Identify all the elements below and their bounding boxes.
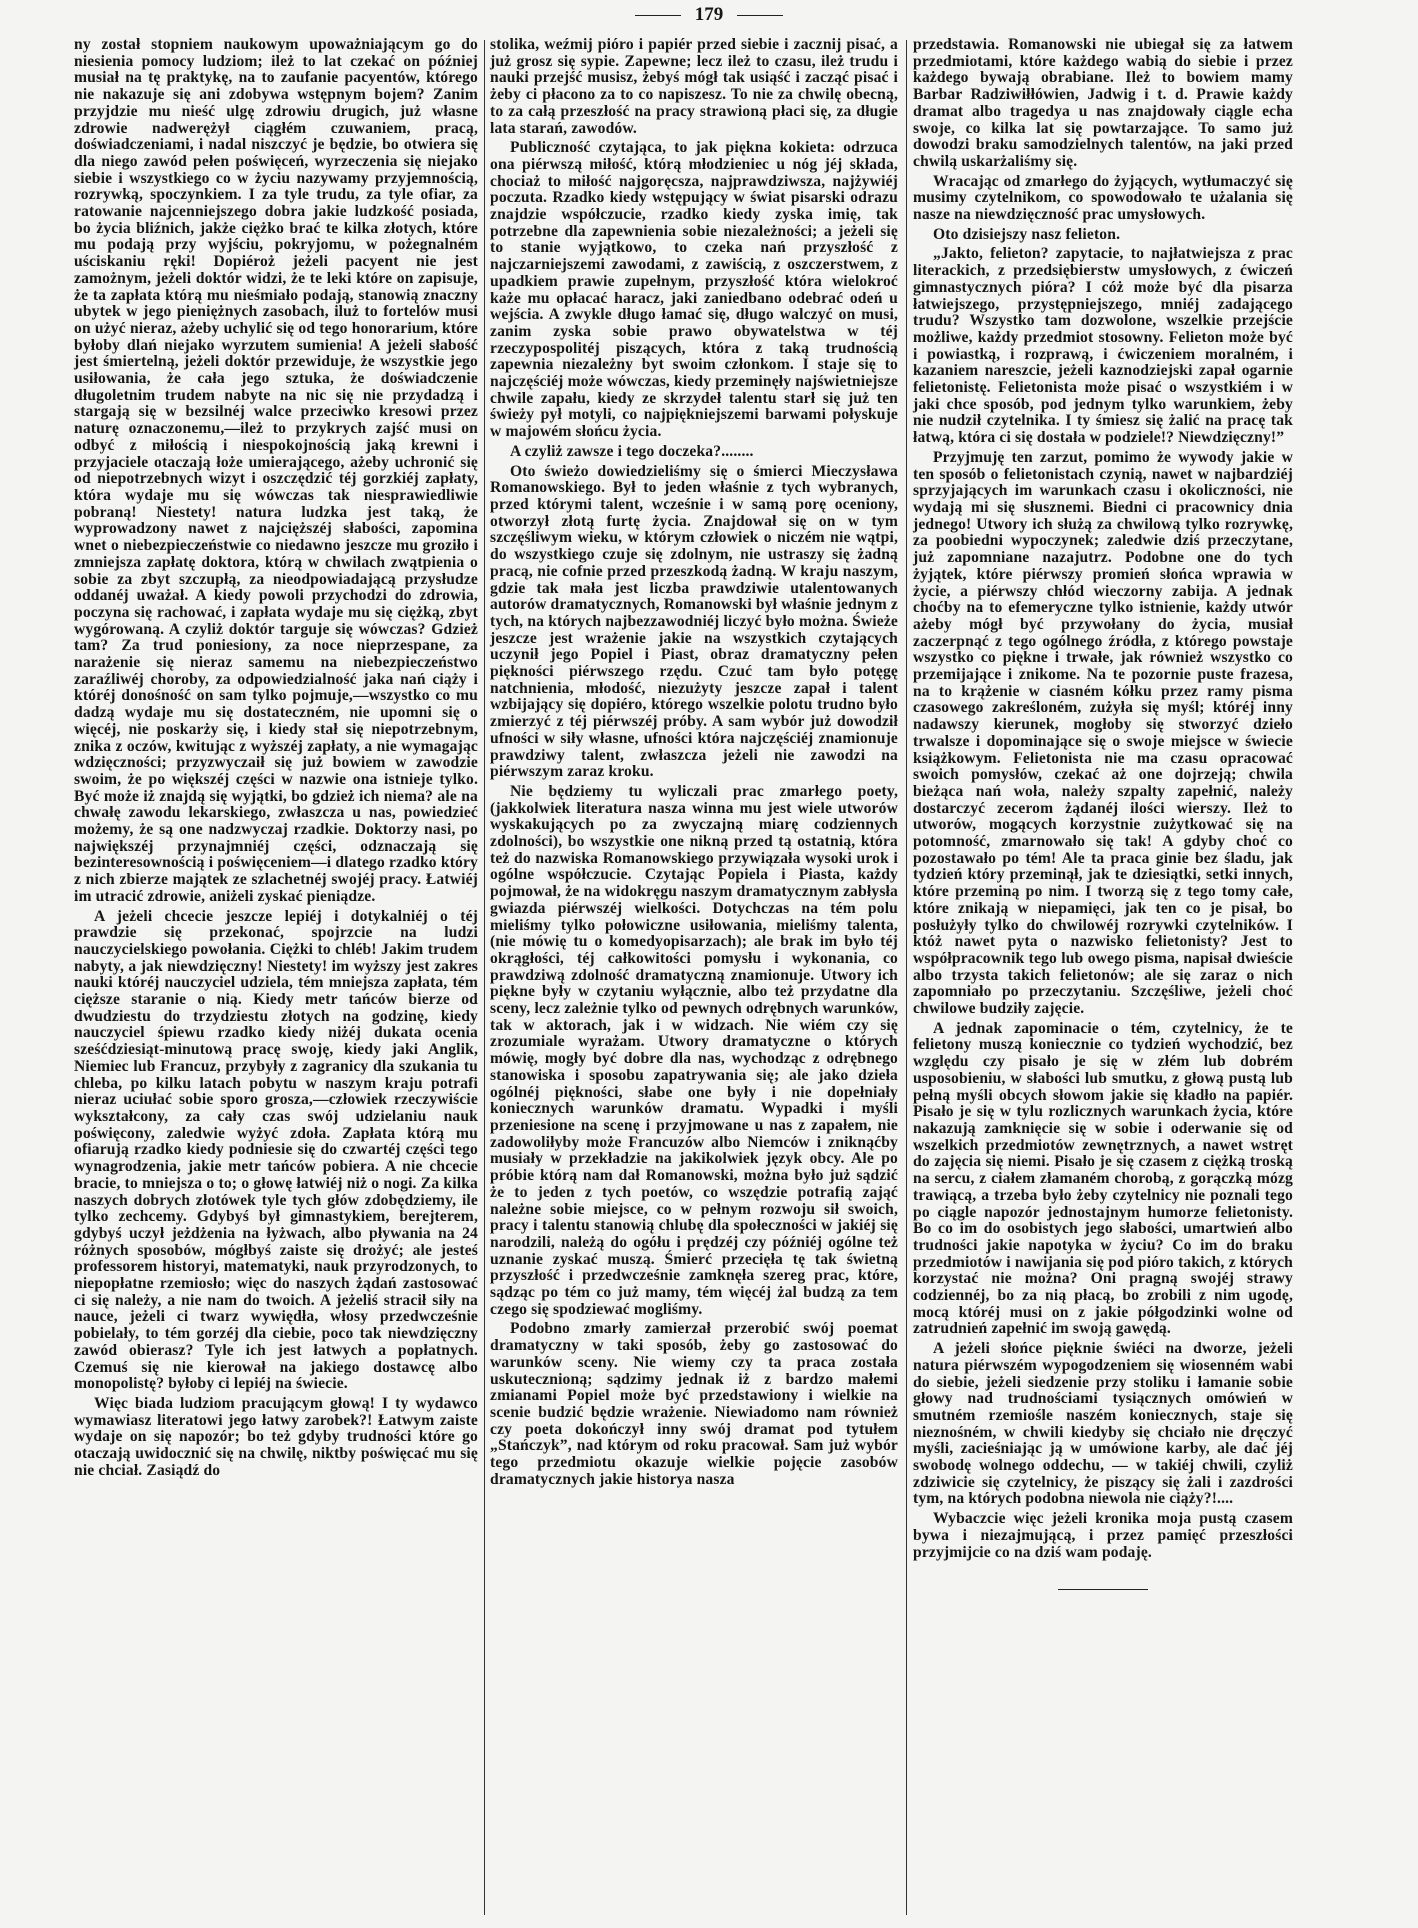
paragraph: Publiczność czytająca, to jak piękna kokieta: odrzuca ona piérwszą miłość, którą młodzieniec u nóg jéj składa, chociaż to miłość najgoręcsza, najprawdziwsza, najżywiéj poczuta. Rzadko kiedy wstępujący w świat pisarski odrazu znajdzie współczucie, rzadko kiedy zyska imię, tak potrzebne dla zapewnienia sobie niezależności; a jeżeli się to stanie wyjątkowo, to czeka nań przyszłość z najczarniejszemi zawodami, z zawiścią, z oszczerstwem, z upadkiem prawie zupełnym, przyszłość która wielokroć każe mu opłacać haracz, jaki zaniedbano odebrać odeń u wejścia. A zwykle długo łamać się, długo walczyć on musi, zanim zyska sobie prawo obywatelstwa w téj rzeczypospolitéj piszących, która z taką trudnością zapewnia niezależny byt swoim członkom. I staje się to najczęściéj może wówczas, kiedy przeminęły najświetniejsze chwile zapału, kiedy ze skrzydeł talentu starł się już ten świeży pył motyli, co najpiękniejszemi barwami połyskuje w majowém słońcu życia. [490, 139, 898, 441]
column-divider [484, 40, 485, 1915]
text-column-1 [74, 37, 478, 1482]
text-column-3 [913, 37, 1293, 1590]
paragraph: Oto dzisiejszy nasz felieton. [933, 225, 1121, 243]
page-header [0, 4, 1418, 26]
paragraph: przedstawia. Romanowski nie ubiegał się za łatwem przedmiotami, które każdego wabią do siebie i przez każdego bywają obrabiane. Ileż to bowiem mamy Barbar Radziwiłłówien, Jadwig i t. d. Prawie każdy dramat albo tragedya u nas znajdowały ciągle echa swoje, co kilka lat się powtarzające. To samo już dowodzi braku samodzielnych talentów, na jaki przed chwilą uskarżaliśmy się. [913, 36, 1293, 170]
paragraph: A jeżeli słońce pięknie świéci na dworze, jeżeli natura piérwszém wypogodzeniem się wiosenném wabi do siebie, jeżeli siedzenie przy stoliku i łamanie sobie głowy nad trudnościami tysiącznych omówień w smutném rzemiośle naszém koniecznych, staje się nieznośném, w chwili kiedyby się chciało nie dręczyć myśli, zacieśniając ją w umówione karby, ale dać jéj swobodę wolnego oddechu, — w takiéj chwili, czyliż zdziwicie się czytelnicy, że piszący się żali i zazdrości tym, na których podobna niewola nie ciąży?!.... [913, 1340, 1293, 1508]
end-rule [1058, 1589, 1148, 1590]
header-dash-right [737, 15, 783, 16]
text-column-2 [490, 37, 898, 1491]
paragraph: A czyliż zawsze i tego doczeka?........ [510, 442, 754, 460]
paragraph: A jeżeli chcecie jeszcze lepiéj i dotykalniéj o téj prawdzie się przekonać, spojrzcie na ludzi nauczycielskiego powołania. Ciężki to chléb! Jakim trudem nabyty, a jak niewdzięczny! Niestety! im wyższy jest zakres nauki któréj nauczyciel udziela, tém mniejsza zapłata, tém cięższe staranie o nią. Kiedy metr tańców bierze od dwudziestu do trzydziestu złotych na godzinę, kiedy nauczyciel śpiewu rzadko kiedy niżéj dukata ocenia sześćdziesiąt-minutową pracę swoję, kiedy jaki Anglik, Niemiec lub Francuz, przybyły z zagranicy dla szukania tu chleba, po kilku latach pobytu w naszym kraju potrafi nieraz uciułać sobie sporo grosza,—człowiek rzeczywiście wykształcony, za cały czas swój udzielaniu nauk poświęcony, zaledwie wyżyć zdoła. Zapłata którą mu ofiarują rzadko kiedy podniesie się do czwartéj części tego wynagrodzenia, jakie metr tańców pobiera. A nie chcecie bracie, to mniejsza o to; o głowę łatwiéj niż o nogi. Za kilka naszych dobrych złotówek tyle tych głów zdobędziemy, ile tylko zechcemy. Gdybyś był gimnastykiem, berejterem, gdybyś uczył jeżdżenia na łyżwach, albo pływania na 24 różnych sposobów, mógłbyś zaiste się drożyć; ale jesteś professorem historyi, matematyki, nauk przyrodzonych, to niepopłatne rzemiosło; więc do naszych żądań zastosować ci się należy, a nie nam do twoich. A jeżeliś stracił siły na nauce, jeżeli ci twarz wywiędła, włosy przedwcześnie pobielały, to tém gorzéj dla ciebie, poco tak niewdzięczny zawód obierasz? Tyle ich jest łatwych a popłatnych. Czemuś się nie kierował na jakiego dostawcę albo monopolistę? byłoby ci lepiéj na świecie. [74, 907, 478, 1393]
paragraph: Więc biada ludziom pracującym głową! I ty wydawco wymawiasz literatowi jego łatwy zarobek?! Łatwym zaiste wydaje on się napozór; bo też gdyby trudności które go otaczają uwidocznić się na chwilę, niktby poświęcać mu się nie chciał. Zasiądź do [74, 1394, 478, 1479]
page-number: 179 [694, 4, 724, 25]
paragraph: „Jakto, felieton? zapytacie, to najłatwiejsza z prac literackich, z przedsiębierstw umysłowych, z ćwiczeń gimnastycznych pióra? I cóż może być dla pisarza łatwiejszego, przystępniejszego, mniéj zadającego trudu? Wszystko tam dozwolone, wszelkie przejście możliwe, każdy przedmiot stosowny. Felieton może być i powiastką, i rozprawą, i ćwiczeniem moralném, i kazaniem nareszcie, jeżeli kaznodziejski zapał ogarnie felietonistę. Felietonista może pisać o wszystkiém i w jaki chce sposób, pod jednym tylko warunkiem, żeby nie nudził czytelnika. I ty śmiesz się żalić na pracę tak łatwą, która ci się dostała w podziele!? Niewdzięczny!” [913, 245, 1293, 447]
paragraph: Nie będziemy tu wyliczali prac zmarłego poety, (jakkolwiek literatura nasza winna mu jest wiele utworów wyskakujących po za zwyczajną miarę codziennych zdolności), bo wszystkie one nikną przed tą ostatnią, która też do nazwiska Romanowskiego przywiązała wysoki urok i ogólne współczucie. Czytając Popiela i Piasta, każdy pojmował, że na widokręgu naszym dramatycznym zabłysła gwiazda piérwszéj wielkości. Dotychczas na tém polu mieliśmy tylko połowiczne usiłowania, mieliśmy talenta, (nie mówię tu o komedyopisarzach); ale brak im było téj okrągłości, téj całkowitości pomysłu i wykonania, co prawdziwą zdolność dramatyczną znamionuje. Utwory ich piękne były w czytaniu wyłącznie, albo też przydatne dla sceny, lecz zależnie tylko od pewnych odrębnych warunków, tak w aktorach, jak i w widzach. Nie wiém czy się zrozumiale wyrażam. Utwory dramatyczne o których mówię, mogły być dobre dla nas, wychodząc z odrębnego stanowiska i sposobu zapatrywania się; ale jako dzieła ogólnéj piękności, słabe one były i nie dopełniały koniecznych warunków dramatu. Wypadki i myśli przeniesione na scenę i przyjmowane u nas z zapałem, nie zadowoliłyby może Francuzów albo Niemców i zniknąćby musiały w przekładzie na jakikolwiek język obcy. Ale po próbie którą nam dał Romanowski, można było już sądzić że to jeden z tych poetów, co wszędzie potrafią zająć należne sobie miejsce, co w pełnym rozwoju sił swoich, pracy i talentu stanowią chlubę dla społeczności w jakiéj się narodzili, należą do ogółu i prędzéj czy późniéj ogólne też uznanie zyskać muszą. Śmierć przecięła tę tak świetną przyszłość i przedwcześnie zamknęła szereg prac, które, sądząc po tém co już mamy, tém więcéj żal budzą za tem czego się spodziewać mogliśmy. [490, 782, 898, 1318]
paragraph: Podobno zmarły zamierzał przerobić swój poemat dramatyczny w taki sposób, żeby go zastosować do warunków sceny. Nie wiemy czy ta praca została uskutecznioną; sądzimy jednak iż z bardzo małemi zmianami Popiel może być przedstawiony i wielkie na scenie budzić będzie wrażenie. Niewiadomo nam również czy poeta dokończył inny swój dramat pod tytułem „Stańczyk”, nad którym od roku pracował. Sam już wybór tego przedmiotu okazuje wielkie pojęcie zasobów dramatycznych jakie historya nasza [490, 1320, 898, 1488]
paragraph: stolika, weźmij pióro i papiér przed siebie i zacznij pisać, a już grosz się sypie. Zapewne; lecz ileż to czasu, ileż trudu i nauki przejść musisz, żebyś mógł tak usiąść i zacząć pisać i żeby ci płacono za to co napiszesz. To nie za chwilę obecną, to za całą przeszłość na pracy strawioną płaci się, za długie lata starań, zawodów. [490, 36, 898, 137]
paragraph: ny został stopniem naukowym upoważniającym go do niesienia pomocy ludziom; ileż to lat czekać on później musiał na tę praktykę, na to zaufanie pacyentów, którego nie nakazuje się ani zdobywa wstępnym bojem? Zanim przyjdzie mu nieść ulgę zdrowiu drugich, już własne zdrowie nadwerężył ciągłém czuwaniem, pracą, doświadczeniami, i nadal niszczyć je będzie, bo otwiera się dla niego zawód pełen poświęceń, wyrzeczenia się niejako siebie i wszystkiego co w życiu nazywamy przyjemnością, rozrywką, spoczynkiem. I za tyle trudu, za tyle ofiar, za ratowanie najcenniejszego dobra jakie ludzkość posiada, bo życia bliźnich, jakże ciężko brać te kilka złotych, które mu podają przy wyjściu, pokryjomu, w pożegnalném uściskaniu ręki! Dopiéroż jeżeli pacyent nie jest zamożnym, jeżeli doktór widzi, że te leki które on zapisuje, że ta zapłata którą mu nieśmiało podają, stanowią znaczny ubytek w jego pieniężnych zasobach, iluż to fortelów musi on użyć nieraz, ażeby uchylić się od tego honorarium, które byłoby dlań niejako wyrzutem sumienia! A jeżeli słabość jest śmiertelną, jeżeli doktór przewiduje, że wszystkie jego usiłowania, że cała jego sztuka, że doświadczenie długoletnim trudem nabyte na nic się nie przydadzą i stargają się w bezsilnéj walce przeciwko kresowi przez naturę oznaczonemu,—ileż to przykrych zajść musi on odbyć z miłością i niespokojnością jaką krewni i przyjaciele otaczają łoże umierającego, ażeby uchronić się od niepotrzebnych wizyt i oszczędzić téj gorzkiéj zapłaty, która wydaje mu się wówczas tak niesprawiedliwie pobraną! Niestety! natura ludzka jest taką, że wyprowadzony nawet z najcięższéj słabości, zapomina wnet o niebezpieczeństwie co niedawno jeszcze mu groziło i zmniejsza zapłatę doktora, którą w chwilach zwątpienia o sobie za zbyt szczupłą, za nieodpowiadającą przysłudze oddanéj uważał. A kiedy powoli przychodzi do zdrowia, poczyna się rachować, i zapłata wydaje mu się ciężką, zbyt wygórowaną. A czyliż doktór targuje się wówczas? Gdzież tam? Za trud poniesiony, za noce nieprzespane, za narażenie się nieraz samemu na niebezpieczeństwo zaraźliwéj choroby, za odpowiedzialność jaka nań ciąży i któréj donośność on sam tylko pojmuje,—wszystko co mu dadzą wydaje mu się dostateczném, nie upomni się o więcéj, nie poskarży się, i kiedy stał się niepotrzebnym, znika z oczów, kwitując z wyższéj zapłaty, a nie wymagając wdzięczności; przyzwyczaił się już bowiem w zawodzie swoim, że po większéj części w nazwie ona istnieje tylko. Być może iż znajdą się wyjątki, bo gdzież ich niema? ale na chwałę zawodu lekarskiego, zwłaszcza u nas, powiedzieć możemy, że są one nadzwyczaj rzadkie. Doktorzy nasi, po największéj przynajmniéj części, odznaczają się bezinteresownością i poświęceniem—i dlatego rzadko który z nich zbierze majątek ze szlachetnéj swojéj pracy. Łatwiéj im utracić zdrowie, aniżeli zyskać pieniądze. [74, 36, 478, 905]
header-dash-left [635, 15, 681, 16]
paragraph: Przyjmuję ten zarzut, pomimo że wywody jakie w ten sposób o felietonistach czynią, nawet w najbardziéj sprzyjających im warunkach czasu i okoliczności, nie wydają mi się słusznemi. Biedni ci pracownicy dnia jednego! Utwory ich służą za chwilową tylko rozrywkę, za poobiedni wypoczynek; zaledwie dziś przeczytane, już zapomniane nazajutrz. Podobne one do tych żyjątek, które piérwszy promień słońca wprawia w życie, a piérwszy chłód wieczorny zabija. A jednak choćby na to efemeryczne tylko istnienie, każdy utwór ażeby mógł być przywołany do życia, musiał zaczerpnąć z tego ogólnego źródła, z którego powstaje wszystko co piękne i trwałe, jak również wszystko co przemijające i znikome. Na te pozornie puste frazesa, na to krążenie w ciasném kółku przez ramy pisma czasowego zakreśloném, zużyła się myśl; któréj inny nadawszy kierunek, mogłoby się stworzyć dzieło trwalsze i dopominające się o swoje miejsce w świecie książkowym. Felietonista nie ma czasu opracować swoich pomysłów, czekać aż one dojrzeją; chwila bieżąca nań woła, należy szpalty zapełnić, należy dostarczyć zecerom żądanéj ilości wierszy. Ileż to utworów, mogących korzystnie zużytkować się na potomność, zmarnowało się tak! A gdyby choć co pozostawało po tém! Ale ta praca ginie bez śladu, jak tydzień który przeminął, jak te dziesiątki, setki innych, które przeminą po nim. I tworzą się z tego tomy całe, które znikają w niepamięci, jak ten co je pisał, bo posłużyły tylko do chwilowéj rozrywki czytelników. I któż nawet pyta o nazwisko felietonisty? Jest to współpracownik tego lub owego pisma, napisał dwieście albo trzysta takich felietonów; ale się zaraz o nich zapomniało po przeczytaniu. Szczęśliwe, jeżeli choć chwilowe budziły zajęcie. [913, 448, 1293, 1018]
paragraph: A jednak zapominacie o tém, czytelnicy, że te felietony muszą koniecznie co tydzień wychodzić, bez względu czy pisało je się w złém lub dobrém usposobieniu, w słabości lub smutku, z głową pustą lub pełną myśli obcych słowom jakie się kładło na papiér. Pisało je się w tylu rozlicznych warunkach życia, które nakazują zamknięcie się w sobie i oderwanie się od wszelkich przedmiotów zewnętrznych, a nawet wstręt do zajęcia się niemi. Pisało je się czasem z ciężką troską na sercu, z ciałem złamaném chorobą, z gorączką mózg trawiącą, a trzeba było żeby czytelnicy nie poznali tego po ciągle napozór jednostajnym humorze felietonisty. Bo co im do osobistych jego słabości, umartwień albo trudności jakie napotyka w życiu? Co im do braku przedmiotów i nawijania się pod pióro takich, z których korzystać nie można? Oni pragną swojéj strawy codziennéj, bo za nią płacą, bo zrobili z nim ugodę, mocą któréj musi on z jakie półgodzinki wolne od zatrudnień zapełnić im swoją gawędą. [913, 1019, 1293, 1338]
paragraph: Wracając od zmarłego do żyjących, wytłumaczyć się musimy czytelnikom, co spowodowało te użalania się nasze na niewdzięczność prac umysłowych. [913, 172, 1293, 224]
column-divider [906, 40, 907, 1915]
paragraph: Wybaczcie więc jeżeli kronika moja pustą czasem bywa i niezajmującą, i przez pamięć przeszłości przyjmijcie co na dziś wam podaję. [913, 1510, 1293, 1561]
paragraph: Oto świeżo dowiedzieliśmy się o śmierci Mieczysława Romanowskiego. Był to jeden właśnie z tych wybranych, przed którymi talent, wcześnie i w samą porę oceniony, otworzył złotą furtę życia. Znajdował się on w tym szczęśliwym wieku, w którym człowiek o niczém nie wątpi, do wszystkiego czuje się zdolnym, nie ustraszy się żadną pracą, nie cofnie przed przeszkodą żadną. W kraju naszym, gdzie tak mała jest liczba prawdziwie utalentowanych autorów dramatycznych, Romanowski był właśnie jednym z tych, na których najbezzawodniéj liczyć było można. Świeże jeszcze jest wrażenie jakie na wszystkich czytających uczynił jego Popiel i Piast, obraz dramatyczny pełen piękności piérwszego rzędu. Czuć tam było potęgę natchnienia, młodość, niezużyty jeszcze zapał i talent wzbijający się dopiéro, którego wszelkie polotu trudno było zmierzyć z téj piérwszéj próby. A sam wybór już dowodził ufności w siły własne, ufności która najczęściéj znamionuje prawdziwy talent, zwłaszcza jeżeli nie zawodzi na piérwszym zaraz kroku. [490, 462, 898, 781]
